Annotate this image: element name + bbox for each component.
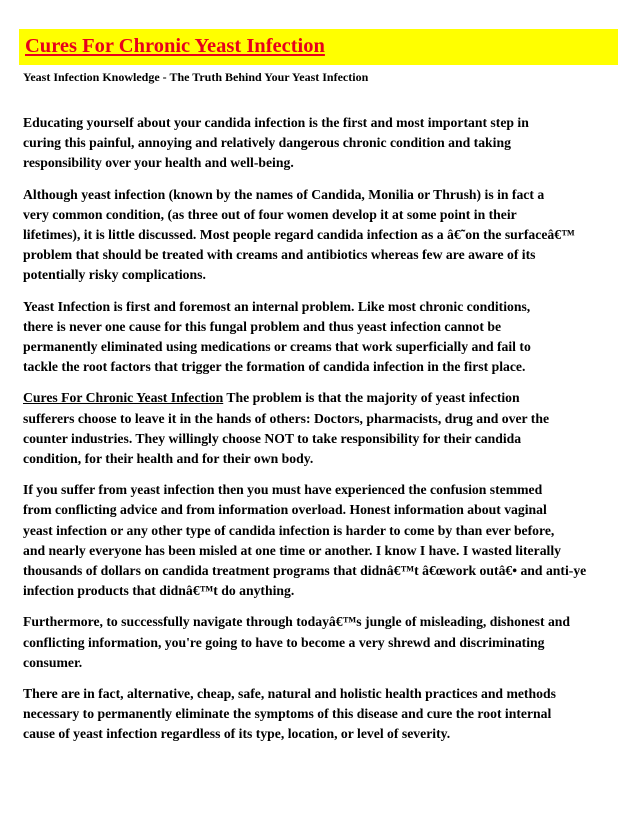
page-title: Cures For Chronic Yeast Infection — [25, 35, 325, 57]
text-line: potentially risky complications. — [23, 267, 206, 283]
text-line: problem that should be treated with creams and antibiotics whereas few are aware of its — [23, 247, 536, 263]
paragraph-7 — [23, 684, 638, 745]
text-line: consumer. — [23, 654, 83, 670]
paragraph-3 — [23, 297, 638, 378]
paragraph-1 — [23, 113, 638, 174]
paragraph-6 — [23, 612, 638, 673]
text-line: If you suffer from yeast infection then you must have experienced the confusion stemmed — [23, 482, 543, 498]
text-line: curing this painful, annoying and relatively dangerous chronic condition and taking — [23, 135, 511, 151]
text-line: cause of yeast infection regardless of its type, location, or level of severity. — [23, 726, 451, 742]
text-line: conflicting information, you're going to have to become a very shrewd and discriminating — [23, 634, 545, 650]
article-title-link[interactable]: Cures For Chronic Yeast Infection — [23, 390, 224, 406]
paragraph-5 — [23, 480, 638, 601]
text-line: thousands of dollars on candida treatment programs that didnâ€™t â€œwork outâ€• and anti-ye — [23, 563, 587, 579]
paragraph-4 — [23, 388, 638, 469]
text-line: necessary to permanently eliminate the symptoms of this disease and cure the root internal — [23, 706, 552, 722]
text-line: Furthermore, to successfully navigate through todayâ€™s jungle of misleading, dishonest and — [23, 614, 571, 630]
paragraph-2 — [23, 185, 638, 286]
text-line: from conflicting advice and from information overload. Honest information about vaginal — [23, 502, 547, 518]
text-line: yeast infection or any other type of candida infection is harder to come by than ever before, — [23, 522, 555, 538]
text-line: infection products that didnâ€™t do anything. — [23, 583, 295, 599]
text-line: Educating yourself about your candida infection is the first and most important step in — [23, 115, 529, 130]
article-body — [23, 113, 638, 756]
text-line: counter industries. They willingly choose NOT to take responsibility for their candida — [23, 430, 522, 446]
text-line: lifetimes), it is little discussed. Most people regard candida infection as a â€˜on the surfaceâ€™ — [23, 227, 575, 243]
text-line: there is never one cause for this fungal problem and thus yeast infection cannot be — [23, 318, 502, 334]
text-line: Yeast Infection is first and foremost an internal problem. Like most chronic conditions, — [23, 298, 531, 314]
text-line: Although yeast infection (known by the names of Candida, Monilia or Thrush) is in fact a — [23, 186, 545, 202]
text-line: condition, for their health and for their own body. — [23, 451, 314, 467]
text-line: permanently eliminated using medications or creams that work superficially and fail to — [23, 339, 531, 355]
text-line: tackle the root factors that trigger the formation of candida infection in the first place. — [23, 359, 526, 375]
title-banner — [19, 29, 618, 65]
text-line: and nearly everyone has been misled at one time or another. I know I have. I wasted literally — [23, 542, 561, 558]
text-line: responsibility over your health and well-being. — [23, 155, 294, 171]
text-line: sufferers choose to leave it in the hands of others: Doctors, pharmacists, drug and over the — [23, 410, 550, 426]
text-line: very common condition, (as three out of four women develop it at some point in their — [23, 206, 517, 222]
text-line: There are in fact, alternative, cheap, safe, natural and holistic health practices and methods — [23, 686, 556, 702]
text-fragment: The problem is that the majority of yeast infection — [223, 390, 520, 406]
text-line — [23, 388, 638, 408]
page-subtitle: Yeast Infection Knowledge - The Truth Behind Your Yeast Infection — [23, 70, 369, 84]
